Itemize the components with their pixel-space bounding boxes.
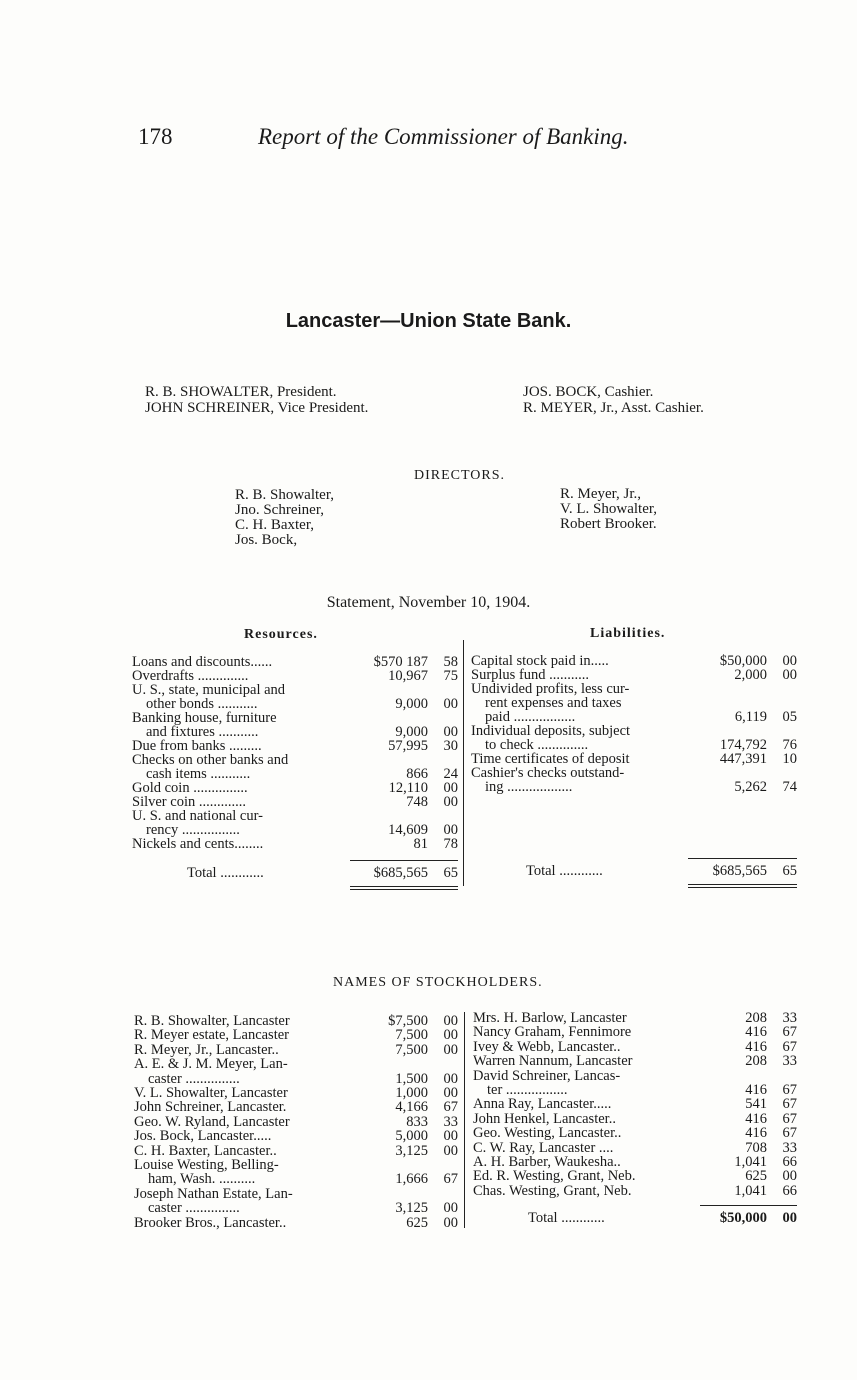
row-cents: 30	[443, 738, 458, 754]
row-cents: 00	[443, 1200, 458, 1217]
stockholder-row	[134, 1201, 458, 1216]
row-dollars: 208	[745, 1053, 767, 1070]
row-label: paid .................	[485, 709, 576, 725]
total-cents: 00	[782, 1210, 797, 1226]
row-dollars: 1,666	[395, 1171, 428, 1188]
director: Jos. Bock,	[235, 532, 298, 548]
row-label: Ivey & Webb, Lancaster..	[473, 1038, 621, 1055]
directors-left	[235, 488, 334, 548]
row-cents: 67	[782, 1024, 797, 1041]
row-cents: 00	[443, 724, 458, 740]
row-label: U. S., state, municipal and	[132, 682, 286, 698]
row-cents: 00	[443, 780, 458, 796]
row-label: Individual deposits, subject	[471, 723, 631, 739]
row-dollars: 10,967	[388, 668, 428, 684]
row-cents: 24	[443, 766, 458, 782]
total-dollars: $685,565	[373, 865, 428, 881]
director: Jno. Schreiner,	[235, 502, 324, 518]
row-label: and fixtures ...........	[146, 724, 259, 740]
row-dollars: 3,125	[395, 1200, 428, 1217]
row-cents: 74	[782, 779, 797, 795]
row-dollars: 447,391	[719, 751, 767, 767]
row-label: R. Meyer estate, Lancaster	[134, 1027, 289, 1044]
stockholders-heading: NAMES OF STOCKHOLDERS.	[333, 975, 543, 990]
row-cents: 00	[443, 1027, 458, 1044]
row-cents: 67	[782, 1038, 797, 1055]
row-dollars: 416	[745, 1024, 767, 1041]
row-dollars: 748	[406, 794, 428, 810]
running-title: Report of the Commissioner of Banking.	[258, 124, 629, 149]
row-dollars: 9,000	[395, 696, 428, 712]
row-label: to check ..............	[485, 737, 589, 753]
row-dollars: 4,166	[395, 1099, 428, 1116]
row-label: A. E. & J. M. Meyer, Lan-	[134, 1056, 288, 1073]
row-label: Mrs. H. Barlow, Lancaster	[473, 1010, 627, 1026]
row-dollars: 541	[745, 1096, 767, 1113]
row-label: C. H. Baxter, Lancaster..	[134, 1142, 277, 1159]
row-cents: 00	[443, 696, 458, 712]
row-label: ter .................	[487, 1082, 568, 1098]
row-dollars: 57,995	[388, 738, 428, 754]
row-label: Banking house, furniture	[132, 710, 277, 726]
row-dollars: 1,041	[734, 1154, 767, 1170]
row-label: other bonds ...........	[146, 696, 258, 712]
total-double-rule	[350, 886, 458, 887]
row-cents: 00	[782, 1168, 797, 1185]
row-dollars: 5,262	[734, 779, 767, 795]
row-dollars: 416	[745, 1038, 767, 1055]
total-label: Total ............	[187, 865, 264, 881]
row-label: Joseph Nathan Estate, Lan-	[134, 1185, 293, 1202]
total-dollars: $685,565	[712, 863, 767, 879]
total-label: Total ............	[528, 1210, 605, 1226]
row-dollars: $50,000	[719, 653, 767, 669]
row-dollars: 416	[745, 1110, 767, 1127]
stockholder-row	[134, 1129, 458, 1144]
row-dollars: 1,500	[395, 1070, 428, 1087]
row-label: Silver coin .............	[132, 794, 246, 810]
liabilities-heading: Liabilities.	[590, 626, 666, 641]
total-rule	[700, 1205, 797, 1206]
officers-left	[145, 384, 368, 416]
row-cents: 67	[782, 1110, 797, 1127]
row-label: John Henkel, Lancaster..	[473, 1110, 616, 1127]
liability-row	[471, 780, 797, 795]
row-label: Cashier's checks outstand-	[471, 765, 625, 781]
row-dollars: 1,000	[395, 1085, 428, 1101]
total-row	[132, 866, 458, 881]
row-dollars: 6,119	[734, 709, 767, 725]
row-dollars: 9,000	[395, 724, 428, 740]
resource-row	[132, 837, 458, 852]
total-dollars: $50,000	[719, 1210, 767, 1226]
row-label: Louise Westing, Belling-	[134, 1157, 279, 1173]
row-label: A. H. Barber, Waukesha..	[473, 1154, 621, 1170]
row-dollars: 3,125	[395, 1142, 428, 1159]
row-cents: 67	[443, 1171, 458, 1188]
row-label: Due from banks .........	[132, 738, 262, 754]
row-cents: 33	[443, 1113, 458, 1130]
row-label: Overdrafts ..............	[132, 668, 249, 684]
row-cents: 67	[782, 1096, 797, 1113]
row-label: Brooker Bros., Lancaster..	[134, 1214, 287, 1231]
row-label: Undivided profits, less cur-	[471, 681, 630, 697]
row-cents: 10	[782, 751, 797, 767]
row-label: rency ................	[146, 822, 240, 838]
row-dollars: 708	[745, 1139, 767, 1156]
row-dollars: 7,500	[395, 1041, 428, 1058]
total-label: Total ............	[526, 863, 603, 879]
bank-title: Lancaster—Union State Bank.	[285, 310, 572, 332]
row-dollars: $7,500	[388, 1013, 428, 1029]
row-label: C. W. Ray, Lancaster ....	[473, 1139, 614, 1156]
stockholder-row	[473, 1126, 797, 1141]
row-dollars: 1,041	[734, 1182, 767, 1199]
row-cents: 00	[443, 794, 458, 810]
row-label: Jos. Bock, Lancaster.....	[134, 1128, 272, 1145]
row-label: Anna Ray, Lancaster.....	[473, 1096, 612, 1113]
row-dollars: 2,000	[734, 667, 767, 683]
row-dollars: 7,500	[395, 1027, 428, 1044]
row-cents: 00	[443, 1070, 458, 1087]
row-label: R. Meyer, Jr., Lancaster..	[134, 1041, 279, 1058]
row-cents: 58	[443, 654, 458, 670]
row-dollars: 12,110	[388, 780, 428, 796]
total-cents: 65	[443, 865, 458, 881]
row-cents: 75	[443, 668, 458, 684]
row-cents: 00	[443, 1085, 458, 1101]
row-dollars: 416	[745, 1125, 767, 1142]
row-cents: 05	[782, 709, 797, 725]
total-cents: 65	[782, 863, 797, 879]
directors-heading: DIRECTORS.	[414, 468, 506, 483]
row-cents: 00	[443, 1142, 458, 1159]
row-cents: 67	[443, 1099, 458, 1116]
resources-heading: Resources.	[244, 627, 318, 642]
stockholder-row	[473, 1054, 797, 1069]
director: C. H. Baxter,	[235, 517, 314, 533]
total-double-rule	[688, 887, 797, 888]
total-double-rule	[688, 884, 797, 885]
row-label: caster ...............	[148, 1070, 240, 1087]
row-label: John Schreiner, Lancaster.	[134, 1099, 287, 1116]
row-dollars: 81	[413, 836, 428, 852]
row-cents: 00	[443, 1041, 458, 1058]
row-label: V. L. Showalter, Lancaster	[134, 1085, 288, 1101]
officer-cashier: JOS. BOCK, Cashier.	[523, 384, 654, 400]
row-label: Surplus fund ...........	[471, 667, 590, 683]
row-label: Nancy Graham, Fennimore	[473, 1024, 632, 1041]
row-cents: 00	[782, 667, 797, 683]
director: R. Meyer, Jr.,	[560, 486, 642, 502]
officers-right	[523, 384, 704, 416]
row-cents: 00	[443, 822, 458, 838]
row-label: cash items ...........	[146, 766, 251, 782]
total-rule	[350, 860, 458, 861]
row-label: Capital stock paid in.....	[471, 653, 609, 669]
row-label: Nickels and cents........	[132, 836, 264, 852]
stockholders-divider	[464, 1012, 465, 1228]
page-number: 178	[138, 124, 173, 149]
row-cents: 78	[443, 836, 458, 852]
row-dollars: $570 187	[373, 654, 428, 670]
director: V. L. Showalter,	[560, 501, 658, 517]
row-label: ham, Wash. ..........	[148, 1171, 256, 1188]
row-cents: 66	[782, 1182, 797, 1199]
row-dollars: 866	[406, 766, 428, 782]
row-label: caster ...............	[148, 1200, 240, 1217]
row-label: rent expenses and taxes	[485, 695, 622, 711]
row-label: Gold coin ...............	[132, 780, 248, 796]
row-dollars: 833	[406, 1113, 428, 1130]
row-cents: 00	[443, 1214, 458, 1231]
total-row	[471, 864, 797, 879]
director: R. B. Showalter,	[235, 487, 334, 503]
row-dollars: 416	[745, 1082, 767, 1098]
row-cents: 33	[782, 1053, 797, 1070]
total-double-rule	[350, 889, 458, 890]
officer-president: R. B. SHOWALTER, President.	[145, 384, 337, 400]
officer-asst-cashier: R. MEYER, Jr., Asst. Cashier.	[523, 400, 704, 416]
row-label: Time certificates of deposit	[471, 751, 630, 767]
statement-title: Statement, November 10, 1904.	[326, 594, 531, 611]
row-dollars: 208	[745, 1010, 767, 1026]
row-cents: 33	[782, 1010, 797, 1026]
row-dollars: 625	[745, 1168, 767, 1185]
row-cents: 00	[443, 1013, 458, 1029]
row-label: R. B. Showalter, Lancaster	[134, 1013, 290, 1029]
row-cents: 76	[782, 737, 797, 753]
row-cents: 00	[782, 653, 797, 669]
row-cents: 67	[782, 1125, 797, 1142]
column-divider	[463, 640, 464, 886]
row-label: Geo. W. Ryland, Lancaster	[134, 1113, 290, 1130]
row-dollars: 5,000	[395, 1128, 428, 1145]
directors-right	[560, 487, 657, 532]
stockholder-row	[473, 1184, 797, 1199]
row-dollars: 625	[406, 1214, 428, 1231]
row-dollars: 174,792	[719, 737, 767, 753]
row-label: David Schreiner, Lancas-	[473, 1067, 621, 1084]
stockholder-row	[134, 1216, 458, 1231]
row-label: ing ..................	[485, 779, 573, 795]
row-dollars: 14,609	[388, 822, 428, 838]
row-cents: 33	[782, 1139, 797, 1156]
total-rule	[688, 858, 797, 859]
row-label: Geo. Westing, Lancaster..	[473, 1125, 622, 1142]
row-label: Ed. R. Westing, Grant, Neb.	[473, 1168, 636, 1185]
row-cents: 67	[782, 1082, 797, 1098]
director: Robert Brooker.	[560, 516, 657, 532]
row-label: Checks on other banks and	[132, 752, 289, 768]
row-label: Chas. Westing, Grant, Neb.	[473, 1182, 632, 1199]
row-label: U. S. and national cur-	[132, 808, 263, 824]
row-cents: 66	[782, 1154, 797, 1170]
row-label: Loans and discounts......	[132, 654, 273, 670]
total-row	[473, 1211, 797, 1226]
row-label: Warren Nannum, Lancaster	[473, 1053, 633, 1070]
row-cents: 00	[443, 1128, 458, 1145]
officer-vice-president: JOHN SCHREINER, Vice President.	[145, 400, 369, 416]
stockholder-row	[134, 1057, 458, 1072]
